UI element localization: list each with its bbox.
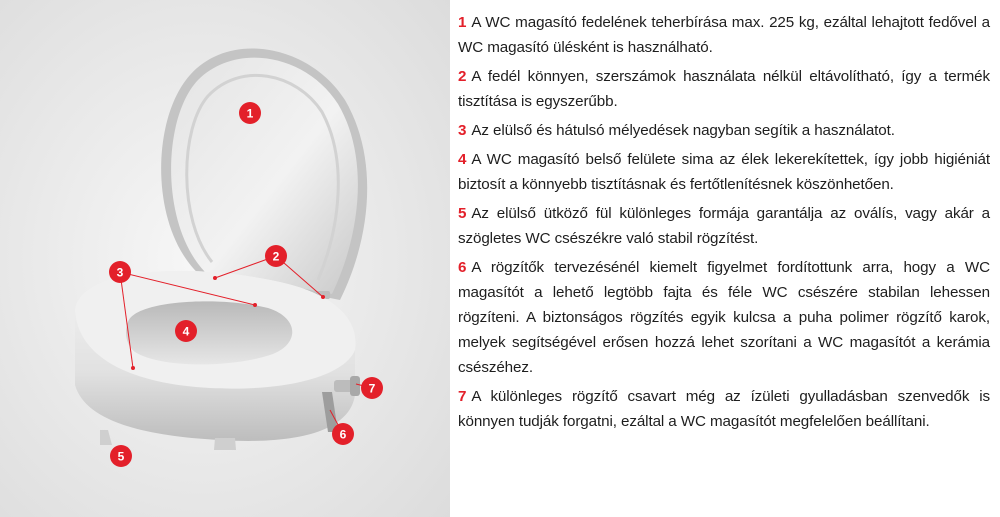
feature-text: Az elülső és hátulsó mélyedések nagyban segítik a használatot.: [471, 122, 895, 139]
feature-number: 7: [458, 388, 467, 405]
feature-text: A fedél könnyen, szerszámok használata nélkül eltávolítható, így a termék tisztítása is egyszerűbb.: [458, 68, 990, 110]
svg-text:7: 7: [368, 381, 376, 396]
feature-item-1: [458, 10, 990, 60]
feature-text: A különleges rögzítő csavart még az ízületi gyulladásban szenvedők is könnyen tudják forgatni, ezáltal a WC magasítót megfelelően beállítani.: [458, 388, 990, 430]
marker-2: [265, 245, 287, 267]
feature-text: A WC magasító belső felülete sima az élek lekerekítettek, így jobb higiéniát biztosít a könnyebb tisztításnak és fertőtlenítésnek köszönhetően.: [458, 151, 990, 193]
marker-1: [239, 102, 261, 124]
feature-text: A WC magasító fedelének teherbírása max. 225 kg, ezáltal lehajtott fedővel a WC magasító ülésként is használható.: [458, 14, 990, 56]
feature-list: [458, 10, 990, 438]
svg-text:1: 1: [246, 106, 254, 121]
marker-5: [110, 445, 132, 467]
marker-7: [361, 377, 383, 399]
feature-number: 3: [458, 122, 467, 139]
marker-6: [332, 423, 354, 445]
feature-number: 4: [458, 151, 467, 168]
svg-text:2: 2: [272, 249, 280, 264]
feature-item-5: [458, 201, 990, 251]
feature-number: 6: [458, 259, 467, 276]
marker-4: [175, 320, 197, 342]
marker-3: [109, 261, 131, 283]
feature-number: 5: [458, 205, 467, 222]
feature-item-2: [458, 64, 990, 114]
feature-number: 2: [458, 68, 467, 85]
product-image: [0, 0, 450, 517]
svg-text:5: 5: [117, 449, 125, 464]
seat-opening: [126, 301, 292, 364]
feature-text: A rögzítők tervezésénél kiemelt figyelmet fordítottunk arra, hogy a WC magasítót a lehető legtöbb fajta és féle WC csészére stabilan lehessen rögzíteni. A biztonságos rögzítés egyik kulcsa a puha polimer rögzítő karok, melyek segítségével erősen hozzá lehet szorítani a WC magasítót a kerámia csészéhez.: [458, 259, 990, 376]
svg-text:3: 3: [116, 265, 124, 280]
svg-text:6: 6: [339, 427, 347, 442]
feature-item-7: [458, 384, 990, 434]
feature-item-3: [458, 118, 990, 143]
feature-text: Az elülső ütköző fül különleges formája garantálja az oválís, vagy akár a szögletes WC csészékre való stabil rögzítést.: [458, 205, 990, 247]
feature-number: 1: [458, 14, 467, 31]
feature-item-4: [458, 147, 990, 197]
svg-text:4: 4: [182, 324, 190, 339]
feature-item-6: [458, 255, 990, 380]
